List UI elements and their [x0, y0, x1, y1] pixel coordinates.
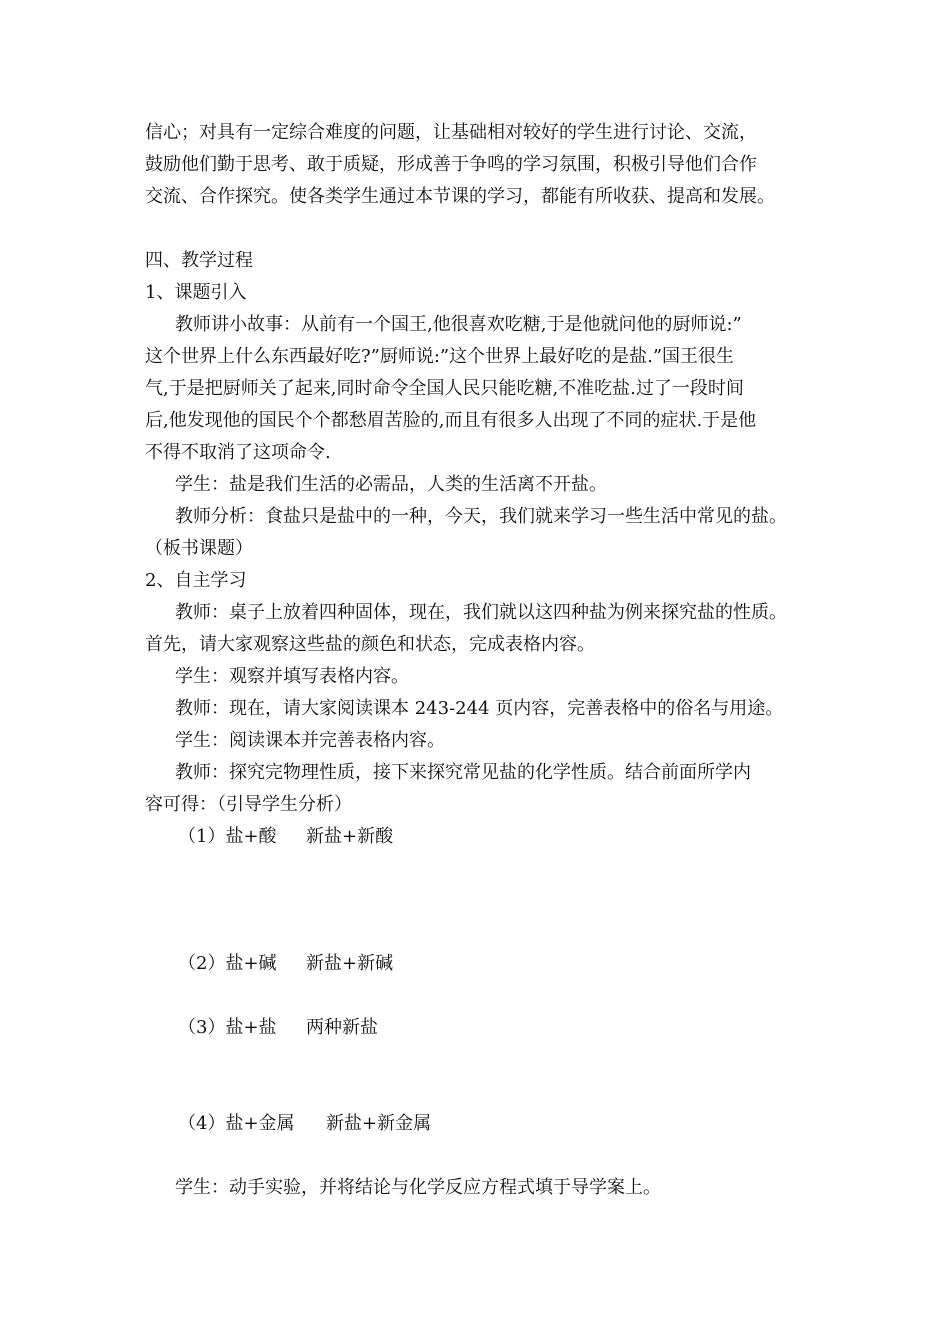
- reaction-3: [178, 1016, 378, 1040]
- student-line-3: 学生：阅读课本并完善表格内容。: [175, 730, 445, 751]
- reaction-3-reactants: （3）盐+盐: [178, 1017, 277, 1038]
- reaction-4-reactants: （4）盐+金属: [178, 1113, 295, 1134]
- reaction-2-reactants: （2）盐+碱: [178, 953, 277, 974]
- reaction-2-products: 新盐+新碱: [306, 953, 394, 974]
- analysis-line-2: （板书课题）: [145, 538, 253, 559]
- story-line-2: 这个世界上什么东西最好吃?”厨师说:”这个世界上最好吃的是盐.”国王很生: [145, 346, 735, 367]
- reaction-4: [178, 1112, 432, 1136]
- study-line-2: 首先，请大家观察这些盐的颜色和状态，完成表格内容。: [145, 634, 595, 655]
- story-line-5: 不得不取消了这项命令.: [145, 442, 331, 463]
- story-line-4: 后,他发现他的国民个个都愁眉苦脸的,而且有很多人出现了不同的症状.于是他: [145, 410, 757, 431]
- teacher-line-2: 教师：现在，请大家阅读课本 243-244 页内容，完善表格中的俗名与用途。: [175, 698, 784, 719]
- chem-line-1: 教师：探究完物理性质，接下来探究常见盐的化学性质。结合前面所学内: [175, 762, 751, 783]
- sub-title-intro: 1、课题引入: [145, 282, 247, 303]
- reaction-1-products: 新盐+新酸: [306, 826, 394, 847]
- study-line-1: 教师：桌子上放着四种固体，现在，我们就以这四种盐为例来探究盐的性质。: [175, 602, 787, 623]
- student-line-1: 学生：盐是我们生活的必需品，人类的生活离不开盐。: [175, 474, 607, 495]
- final-student-line: 学生：动手实验，并将结论与化学反应方程式填于导学案上。: [175, 1177, 661, 1198]
- student-line-2: 学生：观察并填写表格内容。: [175, 666, 409, 687]
- analysis-line-1: 教师分析：食盐只是盐中的一种，今天，我们就来学习一些生活中常见的盐。: [175, 506, 787, 527]
- intro-line-1: 信心；对具有一定综合难度的问题，让基础相对较好的学生进行讨论、交流，: [145, 122, 757, 143]
- reaction-1: [178, 825, 394, 849]
- reaction-1-reactants: （1）盐+酸: [178, 826, 277, 847]
- section-title: 四、教学过程: [145, 250, 253, 271]
- reaction-4-products: 新盐+新金属: [326, 1113, 432, 1134]
- story-line-1: 教师讲小故事：从前有一个国王,他很喜欢吃糖,于是他就问他的厨师说:”: [175, 314, 742, 335]
- chem-line-2: 容可得：（引导学生分析）: [145, 794, 352, 815]
- reaction-3-products: 两种新盐: [306, 1017, 378, 1038]
- intro-line-2: 鼓励他们勤于思考、敢于质疑，形成善于争鸣的学习氛围，积极引导他们合作: [145, 154, 757, 175]
- story-line-3: 气,于是把厨师关了起来,同时命令全国人民只能吃糖,不准吃盐.过了一段时间: [145, 378, 744, 399]
- intro-line-3: 交流、合作探究。使各类学生通过本节课的学习，都能有所收获、提高和发展。: [145, 186, 775, 207]
- reaction-2: [178, 952, 394, 976]
- sub-title-study: 2、自主学习: [145, 570, 247, 591]
